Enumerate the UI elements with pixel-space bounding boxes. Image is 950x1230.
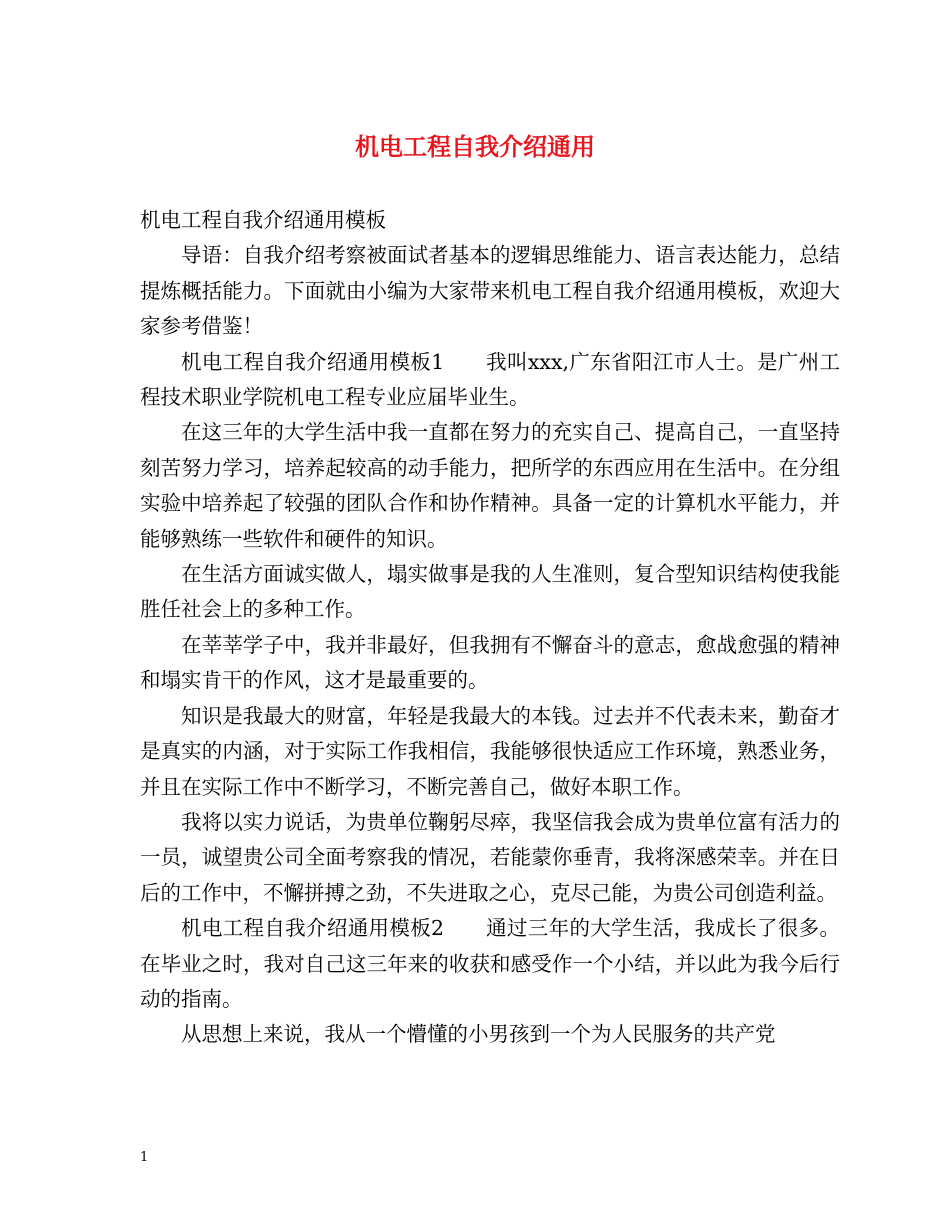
paragraph-template-1: 机电工程自我介绍通用模板1 我叫xxx,广东省阳江市人士。是广州工程技术职业学院机电工程专业应届毕业生。 (140, 349, 840, 410)
paragraph-intro: 导语：自我介绍考察被面试者基本的逻辑思维能力、语言表达能力，总结提炼概括能力。下面就由小编为大家带来机电工程自我介绍通用模板，欢迎大家参考借鉴！ (140, 243, 840, 339)
paragraph-subtitle: 机电工程自我介绍通用模板 (140, 208, 386, 232)
paragraph-thoughts: 从思想上来说，我从一个懵懂的小男孩到一个为人民服务的共产党 (181, 1022, 776, 1047)
page-number: 1 (140, 1150, 149, 1165)
paragraph-spirit: 在莘莘学子中，我并非最好，但我拥有不懈奋斗的意志，愈战愈强的精神和塌实肯干的作风，这才是最重要的。 (140, 632, 840, 693)
paragraph-university-life: 在这三年的大学生活中我一直都在努力的充实自己、提高自己，一直坚持刻苦努力学习，培养起较高的动手能力，把所学的东西应用在生活中。在分组实验中培养起了较强的团队合作和协作精神。具备一定的计算机水平能力，并能够熟练一些软件和硬件的知识。 (140, 420, 840, 551)
document-title: 机电工程自我介绍通用 (355, 132, 595, 161)
paragraph-life-principles: 在生活方面诚实做人，塌实做事是我的人生准则，复合型知识结构使我能胜任社会上的多种工作。 (140, 562, 840, 622)
document-body (140, 203, 840, 1053)
paragraph-template-2: 机电工程自我介绍通用模板2 通过三年的大学生活，我成长了很多。在毕业之时，我对自己这三年来的收获和感受作一个小结，并以此为我今后行动的指南。 (140, 916, 840, 1011)
paragraph-knowledge: 知识是我最大的财富，年轻是我最大的本钱。过去并不代表未来，勤奋才是真实的内涵，对于实际工作我相信，我能够很快适应工作环境，熟悉业务，并且在实际工作中不断学习，不断完善自己，做好本职工作。 (140, 703, 840, 799)
paragraph-commitment: 我将以实力说话，为贵单位鞠躬尽瘁，我坚信我会成为贵单位富有活力的一员，诚望贵公司全面考察我的情况，若能蒙你垂青，我将深感荣幸。并在日后的工作中，不懈拼搏之劲，不失进取之心，克尽己能，为贵公司创造利益。 (140, 809, 840, 905)
